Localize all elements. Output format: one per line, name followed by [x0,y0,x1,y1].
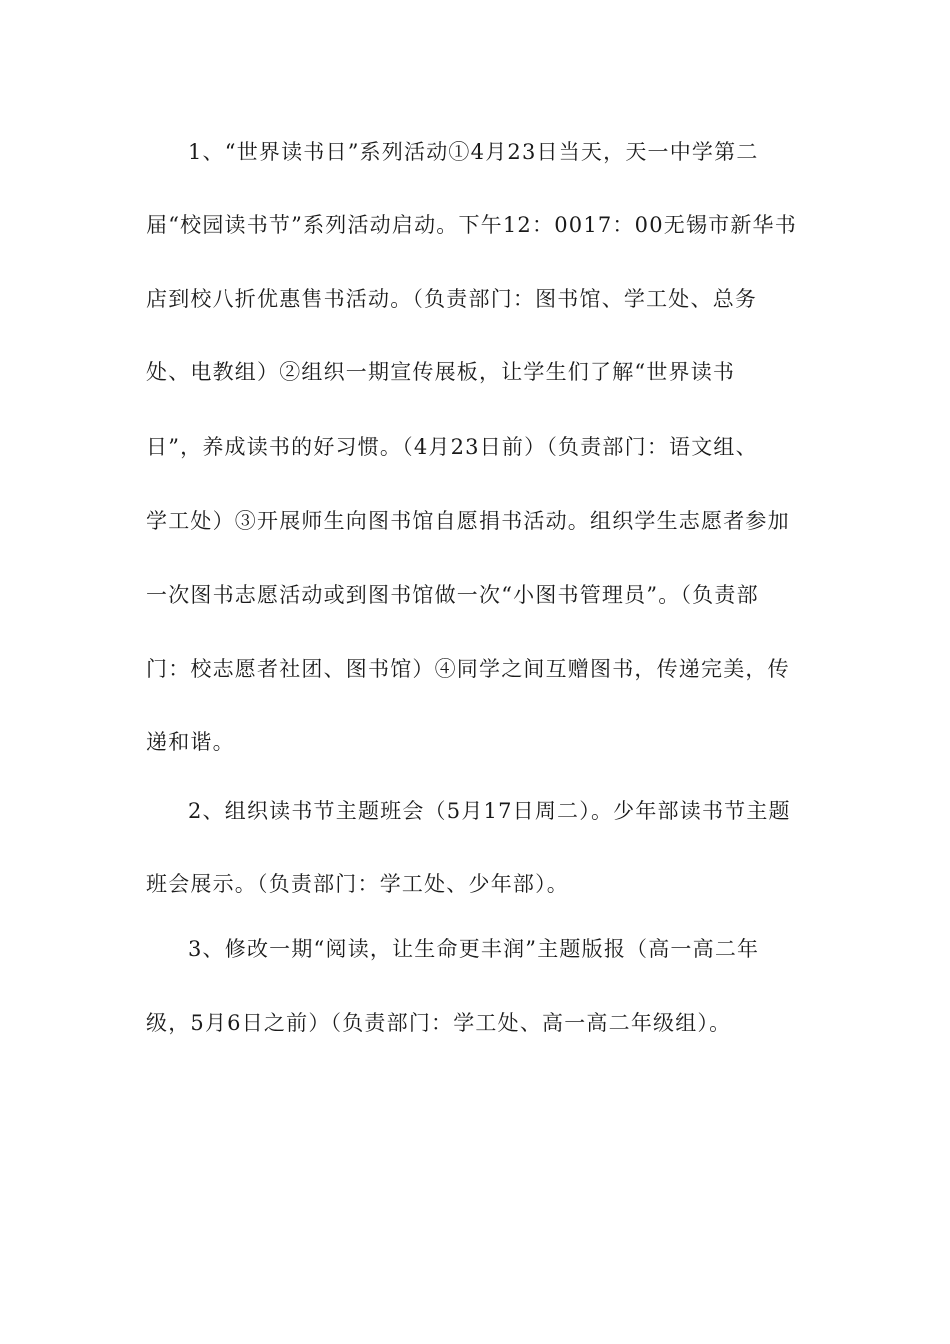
paragraph-1-line-6: 学工处）③开展师生向图书馆自愿捐书活动。组织学生志愿者参加 [146,509,790,533]
paragraph-1-line-5: 日”，养成读书的好习惯。（4月23日前）（负责部门：语文组、 [146,435,758,459]
paragraph-1-line-7: 一次图书志愿活动或到图书馆做一次“小图书管理员”。（负责部 [146,583,759,607]
paragraph-3-line-1: 3、修改一期“阅读，让生命更丰润”主题版报（高一高二年 [188,937,760,961]
paragraph-1-line-9: 递和谐。 [146,730,235,754]
paragraph-1-line-4: 处、电教组）②组织一期宣传展板，让学生们了解“世界读书 [146,360,736,384]
paragraph-2-line-1: 2、组织读书节主题班会（5月17日周二）。少年部读书节主题 [188,799,791,823]
paragraph-1-line-1: 1、“世界读书日”系列活动①4月23日当天，天一中学第二 [188,140,759,164]
paragraph-2-line-2: 班会展示。（负责部门：学工处、少年部）。 [146,872,569,896]
paragraph-1-line-8: 门：校志愿者社团、图书馆）④同学之间互赠图书，传递完美，传 [146,657,790,681]
paragraph-3-line-2: 级，5月6日之前）（负责部门：学工处、高一高二年级组）。 [146,1011,732,1035]
paragraph-1-line-2: 届“校园读书节”系列活动启动。下午12：0017：00无锡市新华书 [146,213,797,237]
paragraph-1-line-3: 店到校八折优惠售书活动。（负责部门：图书馆、学工处、总务 [146,287,758,311]
